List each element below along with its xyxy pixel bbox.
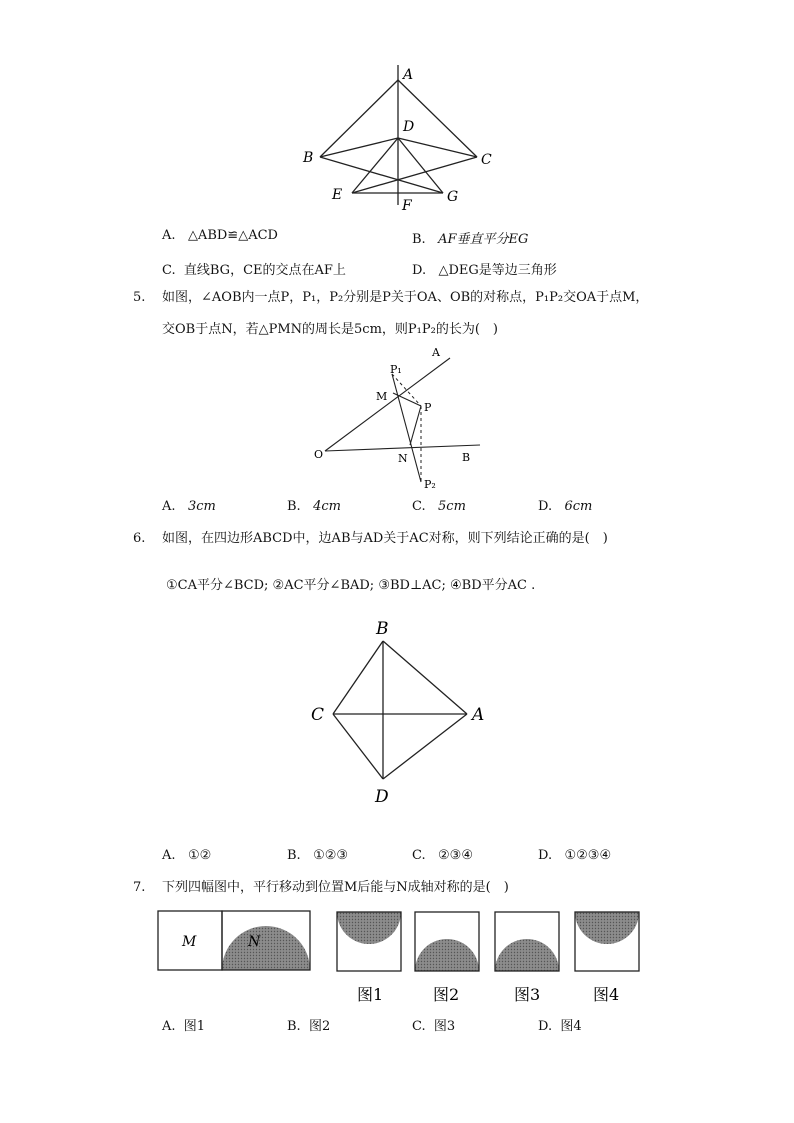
option-text: 直线BG，CE的交点在AF上 [183,263,346,278]
label-p: P [424,401,432,414]
label-m: M [376,390,388,403]
line-dg [398,138,443,193]
option-letter: B. [412,232,426,247]
option-text: △DEG是等边三角形 [438,263,557,278]
label-a: A [432,346,440,359]
label-n: N [398,452,408,465]
q6-number: 6. [133,531,146,546]
ray-ob [325,445,480,451]
option-letter: B. [287,848,301,863]
q5-option-a[interactable] [162,499,216,514]
option-text: ①②③ [313,848,349,863]
mn-figure [158,911,310,970]
option-figure-4 [575,912,639,1004]
label-a: A [403,67,414,83]
q5-stem-line1: 如图，∠AOB内一点P，P₁，P₂分别是P关于OA、OB的对称点，P₁P₂交OA于点M， [162,290,649,305]
option-letter: C. [412,1019,426,1034]
label-p1: P₁ [390,363,402,376]
label-m: M [182,934,197,950]
line-de [352,138,398,193]
line-ab [320,80,398,157]
option-text: △ABD≌△ACD [187,228,278,243]
option-text: 4cm [313,499,341,514]
option-text: 3cm [187,499,216,514]
label-d: D [403,119,415,135]
caption-3: 图3 [514,985,541,1004]
figure-q5 [300,340,500,495]
line-bd [320,138,398,157]
label-o: O [314,448,324,461]
option-letter: D. [538,1019,553,1034]
q5-stem-line2: 交OB于点N，若△PMN的周长是5cm，则P₁P₂的长为( ) [162,322,498,337]
option-letter: D. [538,848,553,863]
q6-conditions: ①CA平分∠BCD; ②AC平分∠BAD; ③BD⊥AC; ④BD平分AC . [166,578,536,593]
segment-bc [333,641,383,714]
caption-4: 图4 [593,985,620,1004]
segment-pn [410,406,421,445]
option-figure-1 [337,912,401,1004]
label-a: A [472,705,485,725]
label-f: F [402,198,412,214]
label-b: B [303,150,314,166]
option-figure-2 [415,912,479,1004]
q7-option-c[interactable] [412,1015,455,1034]
option-figure-3 [495,912,559,1004]
option-letter: C. [412,848,426,863]
option-letter: A. [162,1019,176,1034]
option-text: 5cm [438,499,466,514]
q6-option-a[interactable] [162,848,211,863]
q5-option-d[interactable] [538,499,592,514]
option-text: 图3 [433,1019,456,1034]
segment-ad [383,714,467,779]
option-text: 图2 [308,1019,331,1034]
q6-stem-line1: 如图，在四边形ABCD中，边AB与AD关于AC对称，则下列结论正确的是( ) [162,531,608,546]
q5-option-b[interactable] [287,499,341,514]
figure-q6 [300,612,500,812]
label-g: G [447,189,459,205]
option-letter: C. [162,263,176,278]
q7-option-a[interactable] [162,1015,205,1034]
option-letter: A. [162,499,176,514]
line-ce [352,157,477,193]
figure-q4 [295,60,505,220]
label-e: E [332,187,343,203]
q4-option-a[interactable] [162,228,278,243]
label-n: N [248,934,261,950]
label-b: B [376,619,389,639]
figure-q7 [150,900,650,1010]
caption-1: 图1 [357,985,384,1004]
option-letter: D. [412,263,427,278]
q4-option-d[interactable] [412,259,557,278]
option-letter: D. [538,499,553,514]
q6-option-b[interactable] [287,848,348,863]
q6-option-c[interactable] [412,848,473,863]
option-text: ②③④ [438,848,473,863]
option-text: 6cm [564,499,593,514]
q4-option-c[interactable] [162,259,346,278]
option-letter: B. [287,499,301,514]
q5-option-c[interactable] [412,499,466,514]
q6-option-d[interactable] [538,848,611,863]
label-b: B [462,451,471,464]
option-text: ①② [187,848,212,863]
option-letter: A. [162,228,176,243]
option-text: AF垂直平分EG [438,232,529,247]
label-d: D [375,787,389,807]
option-letter: B. [287,1019,301,1034]
option-letter: A. [162,848,176,863]
segment-mp [393,393,421,406]
label-c: C [311,705,325,725]
label-c: C [481,152,492,168]
segment-ba [383,641,467,714]
q5-number: 5. [133,290,146,305]
option-text: ①②③④ [564,848,612,863]
line-cd [398,138,477,157]
option-letter: C. [412,499,426,514]
label-p2: P₂ [424,478,436,491]
option-text: 图4 [560,1019,582,1034]
q7-stem: 下列四幅图中，平行移动到位置M后能与N成轴对称的是( ) [162,880,509,895]
segment-cd [333,714,383,779]
q4-option-b[interactable] [412,228,528,247]
q7-option-b[interactable] [287,1015,330,1034]
option-text: 图1 [183,1019,206,1034]
q7-number: 7. [133,880,146,895]
q7-option-d[interactable] [538,1015,582,1034]
caption-2: 图2 [433,985,460,1004]
